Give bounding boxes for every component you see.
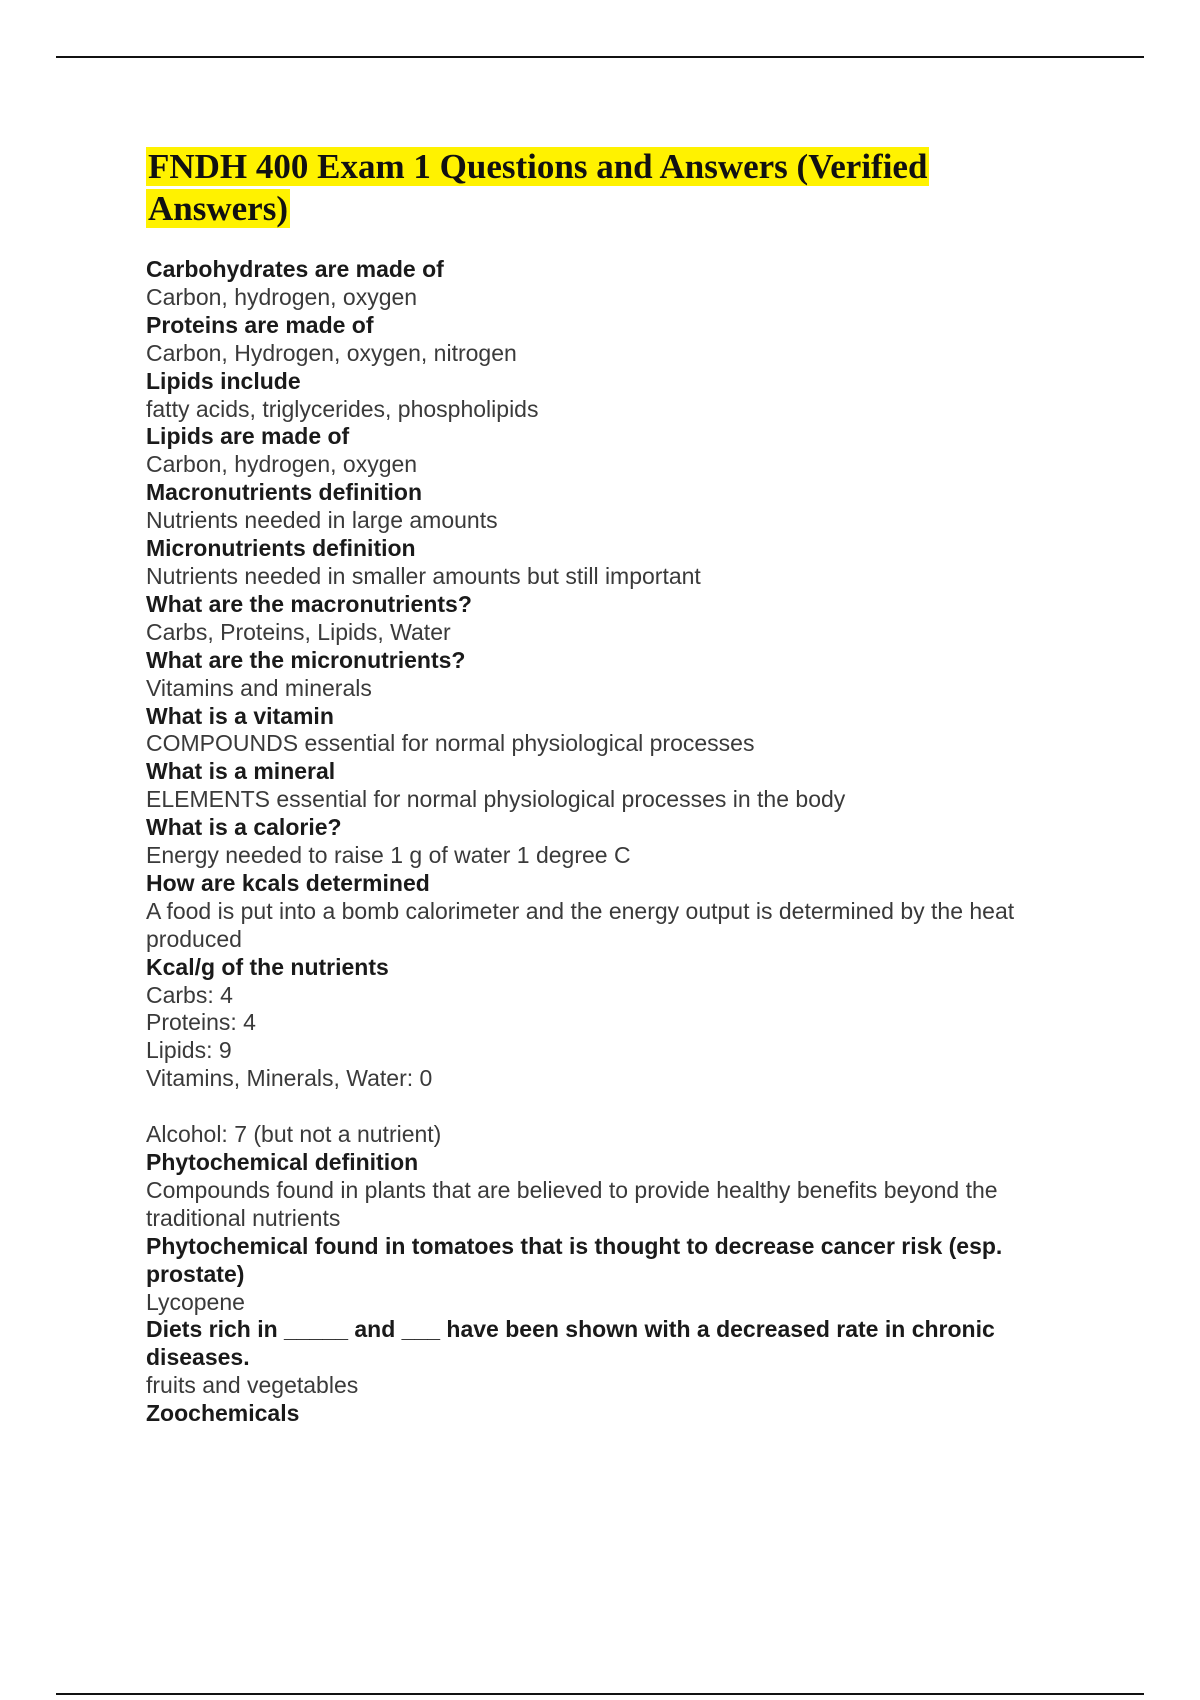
answer-line: Alcohol: 7 (but not a nutrient) [146, 1121, 442, 1148]
question: How are kcals determined [146, 869, 430, 896]
question: What is a mineral [146, 758, 336, 785]
question: What are the micronutrients? [146, 646, 466, 673]
question: Carbohydrates are made of [146, 256, 444, 282]
question: What is a vitamin [146, 702, 334, 729]
answer-line: Nutrients needed in smaller amounts but still important [146, 562, 701, 589]
answer-line: Vitamins, Minerals, Water: 0 [146, 1065, 433, 1092]
answer-line: Lycopene [146, 1288, 245, 1315]
question: Lipids include [146, 367, 301, 394]
question: Lipids are made of [146, 423, 350, 450]
question: Kcal/g of the nutrients [146, 953, 389, 980]
question: What are the macronutrients? [146, 590, 472, 617]
answer-line: COMPOUNDS essential for normal physiological processes [146, 730, 755, 757]
title-highlight: FNDH 400 Exam 1 Questions and Answers (Verified Answers) [148, 147, 928, 228]
question: Phytochemical found in tomatoes that is thought to decrease cancer risk (esp. prostate) [146, 1232, 1003, 1287]
top-rule [56, 56, 1144, 58]
qa-list [146, 256, 1076, 1428]
question: Macronutrients definition [146, 479, 422, 506]
answer-line: fruits and vegetables [146, 1372, 359, 1399]
answer-line: Energy needed to raise 1 g of water 1 degree C [146, 842, 631, 869]
question: What is a calorie? [146, 814, 342, 841]
answer-line: Vitamins and minerals [146, 674, 372, 701]
answer-line [146, 1093, 1076, 1121]
bottom-rule [56, 1693, 1144, 1695]
question: Zoochemicals [146, 1400, 300, 1427]
answer-line: Nutrients needed in large amounts [146, 507, 498, 534]
answer-line: Proteins: 4 [146, 1009, 256, 1036]
question: Diets rich in _____ and ___ have been shown with a decreased rate in chronic diseases. [146, 1316, 995, 1371]
answer-line: Carbs: 4 [146, 981, 233, 1008]
answer-line: Carbon, hydrogen, oxygen [146, 283, 418, 310]
answer-line: fatty acids, triglycerides, phospholipids [146, 395, 539, 422]
answer-line: Carbon, Hydrogen, oxygen, nitrogen [146, 339, 517, 366]
answer-line: ELEMENTS essential for normal physiological processes in the body [146, 786, 846, 813]
question: Phytochemical definition [146, 1149, 419, 1175]
question: Micronutrients definition [146, 535, 416, 562]
document-body [146, 146, 1076, 1428]
question: Proteins are made of [146, 311, 374, 338]
answer-line: A food is put into a bomb calorimeter and the energy output is determined by the heat produced [146, 897, 1015, 952]
answer-line: Compounds found in plants that are believed to provide healthy benefits beyond the traditional nutrients [146, 1176, 998, 1231]
page-title [146, 146, 1076, 230]
answer-line: Carbs, Proteins, Lipids, Water [146, 618, 451, 645]
answer-line: Carbon, hydrogen, oxygen [146, 451, 418, 478]
answer-line: Lipids: 9 [146, 1037, 232, 1064]
